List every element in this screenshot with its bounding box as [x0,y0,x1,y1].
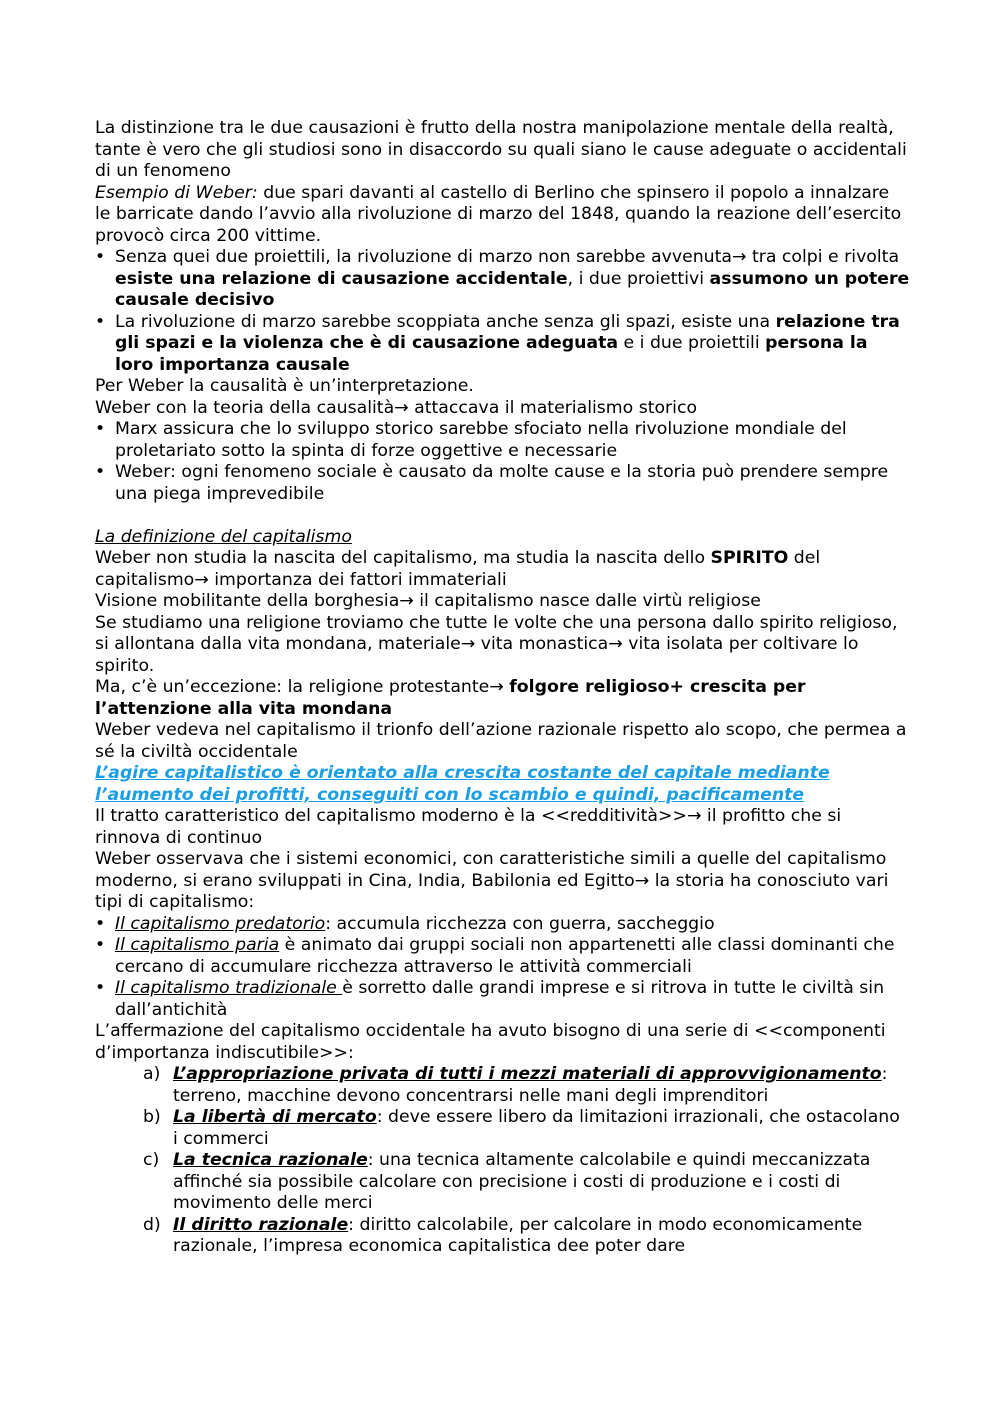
text-run: : una tecnica altamente calcolabile e quindi meccanizzata affinché sia possibile calcolare con precisione i costi di produzione e i costi di movimento delle merci [173,1150,871,1213]
paragraph [95,183,910,248]
list-item [95,1064,910,1107]
text-run: La rivoluzione di marzo sarebbe scoppiata anche senza gli spazi, esiste una [115,311,776,332]
text-run: Ma, c’è un’eccezione: la religione protestante→ [95,677,510,697]
list-marker: a) [143,1064,161,1084]
list-marker: b) [143,1107,161,1127]
list-marker: c) [143,1150,160,1170]
paragraph: Se studiamo una religione troviamo che tutte le volte che una persona dallo spirito religioso, si allontana dalla vita mondana, materiale→ vita monastica→ vita isolata per coltivare lo spirito. [95,612,898,676]
text-run: Senza quei due proiettili, la rivoluzione di marzo non sarebbe avvenuta→ tra colpi e rivolta [115,247,900,267]
bold-run: SPIRITO [710,548,789,568]
paragraph: Il tratto caratteristico del capitalismo moderno è la <<redditività>>→ il profitto che si rinnova di continuo [95,806,842,848]
bold-run: persona la loro importanza causale [115,333,868,375]
text-run: Weber non studia la nascita del capitalismo, ma studia la nascita dello [95,548,711,568]
list-item: • Marx assicura che lo sviluppo storico sarebbe sfociato nella rivoluzione mondiale del proletariato sotto la spinta di forze oggettive e necessarie [95,419,910,462]
term: La libertà di mercato [173,1107,377,1127]
text-run: è sorretto dalle grandi imprese e si ritrova in tutte le civiltà sin dall’antichità [115,978,885,1020]
text-run: : deve essere libero da limitazioni irrazionali, che ostacolano i commerci [173,1107,900,1149]
text-run: : terreno, macchine devono concentrarsi nelle mani degli imprenditori [173,1064,888,1106]
highlight-text: L’agire capitalistico è orientato alla crescita costante del capitale mediante l’aumento dei profitti, conseguiti con lo scambio e quindi, pacificamente [95,763,830,805]
paragraph [95,548,910,591]
example-label: Esempio di Weber: [95,182,258,203]
list-item [95,1215,910,1258]
bullet-list [95,914,910,1022]
paragraph: Weber osservava che i sistemi economici, con caratteristiche simili a quelle del capitalismo moderno, si erano sviluppati in Cina, India, Babilonia ed Egitto→ la storia ha conosciuto vari tipi di capitalismo: [95,849,889,912]
list-item [95,312,910,377]
list-item [95,914,910,936]
spacer [95,505,910,527]
text-run: : diritto calcolabile, per calcolare in modo economicamente razionale, l’impresa economica capitalistica dee poter dare [173,1214,863,1256]
paragraph [95,677,910,720]
term: Il capitalismo tradizionale [115,978,343,998]
bullet-list [95,419,910,505]
paragraph: Per Weber la causalità è un’interpretazione. [95,376,474,396]
term: La tecnica razionale [173,1150,368,1170]
list-item [95,1107,910,1150]
example-text: due spari davanti al castello di Berlino che spinsero il popolo a innalzare le barricate dando l’avvio alla rivoluzione di marzo del 1848, quando la reazione dell’esercito provocò circa 200 vittime. [95,182,902,246]
list-item [95,935,910,978]
paragraph: La distinzione tra le due causazioni è frutto della nostra manipolazione mentale della realtà, tante è vero che gli studiosi sono in disaccordo su quali siano le cause adeguate o accidentali di un fenomeno [95,118,907,181]
list-item [95,247,910,312]
text-run: , i due proiettivi [567,268,710,289]
list-item [95,978,910,1021]
bold-run: relazione tra gli spazi e la violenza che è di causazione adeguata [115,311,900,353]
bold-run: folgore religioso+ crescita per l’attenzione alla vita mondana [95,677,806,719]
highlight-definition [95,763,910,806]
heading-text: La definizione del capitalismo [95,526,352,547]
paragraph: Visione mobilitante della borghesia→ il capitalismo nasce dalle virtù religiose [95,591,761,611]
paragraph: Weber vedeva nel capitalismo il trionfo dell’azione razionale rispetto alo scopo, che permea a sé la civiltà occidentale [95,720,907,762]
paragraph: L’affermazione del capitalismo occidentale ha avuto bisogno di una serie di <<componenti d’importanza indiscutibile>>: [95,1021,886,1063]
document-body [95,118,910,1258]
term: Il capitalismo paria [115,935,280,955]
section-heading [95,527,910,549]
list-item: • Weber: ogni fenomeno sociale è causato da molte cause e la storia può prendere sempre una piega imprevedibile [95,462,910,505]
bold-run: esiste una relazione di causazione accidentale [115,268,568,289]
text-run: del capitalismo→ importanza dei fattori immateriali [95,548,821,590]
lettered-list [95,1064,910,1258]
text-run: : accumula ricchezza con guerra, saccheggio [325,913,715,934]
text-run: è animato dai gruppi sociali non appartenetti alle classi dominanti che cercano di accumulare ricchezza attraverso le attività commerciali [115,935,895,977]
bullet-list [95,247,910,376]
paragraph: Weber con la teoria della causalità→ attaccava il materialismo storico [95,397,698,418]
text-run: e i due proiettili [618,333,766,353]
bold-run: assumono un potere causale decisivo [115,268,910,310]
term: Il capitalismo predatorio [115,913,326,934]
list-marker: d) [143,1214,161,1235]
list-item [95,1150,910,1215]
term: L’appropriazione privata di tutti i mezzi materiali di approvvigionamento [173,1064,882,1084]
term: Il diritto razionale [173,1214,349,1235]
